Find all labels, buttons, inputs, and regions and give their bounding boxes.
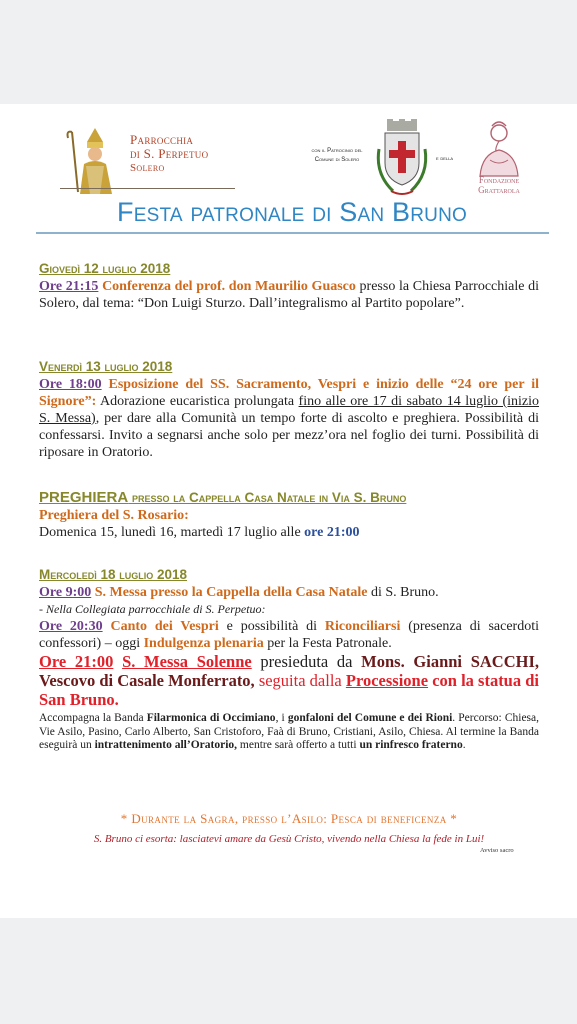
wednesday-text2a: e possibilità di [218, 619, 325, 634]
parish-name-line3: Solero [130, 162, 165, 174]
thursday-event: Conferenza del prof. don Maurilio Guasco [102, 279, 356, 294]
parish-divider [60, 188, 235, 189]
parish-name [130, 133, 208, 175]
band-text-b: , i [275, 712, 288, 724]
friday-event: Esposizione del SS. Sacramento, Vespri e inizio delle “24 ore per il Signore”: [39, 377, 539, 409]
band-text-a: Accompagna la Banda [39, 712, 147, 724]
friday-text [39, 376, 539, 461]
patronage-line1: con il Patrocinio del [311, 148, 363, 154]
friday-details-b: , per dare alla Comunità un tempo forte di ascolto e preghiera. Possibilità di confessarsi. Invito a segnarsi anche solo per mezz’ora nel foglio dei turni. Possibilità di riposare in Oratorio. [39, 411, 539, 460]
band-paragraph [39, 712, 539, 753]
section-friday [39, 358, 539, 461]
wednesday-vespers [39, 618, 539, 652]
wednesday-event2c: Indulgenza plenaria [143, 636, 264, 651]
procession-label: Processione [345, 671, 429, 690]
band-text-e: . [462, 739, 466, 751]
wednesday-text3b: seguita dalla [254, 671, 346, 690]
avviso-label: Avviso sacro [480, 847, 514, 854]
prayer-time: ore 21:00 [304, 525, 360, 540]
wednesday-time3: Ore 21:00 [39, 652, 114, 671]
prayer-text [39, 524, 539, 541]
fondazione-name [466, 176, 532, 195]
wednesday-text1: di S. Bruno. [367, 585, 439, 600]
wednesday-solemn-mass [39, 652, 539, 709]
prayer-subtitle: Preghiera del S. Rosario: [39, 508, 189, 523]
entertainment-label: intrattenimento all’Oratorio, [94, 739, 238, 751]
sagra-banner: * Durante la Sagra, presso l’Asilo: Pesca di beneficenza * [120, 811, 458, 826]
refreshment-label: un rinfresco fraterno [359, 739, 463, 751]
wednesday-heading: Mercoledì 18 luglio 2018 [39, 567, 188, 582]
band-text-d: mentre sarà offerto a tutti [237, 739, 360, 751]
wednesday-note: - Nella Collegiata parrocchiale di S. Perpetuo: [39, 602, 266, 616]
wednesday-event1: S. Messa presso la Cappella della Casa Natale [94, 585, 368, 600]
thursday-time: Ore 21:15 [39, 279, 99, 294]
section-wednesday [39, 566, 539, 753]
portrait-icon [472, 120, 526, 178]
wednesday-text2b: (presenza di sacerdoti confessori) – oggi [39, 619, 539, 651]
section-prayer [39, 489, 539, 541]
section-thursday [39, 260, 539, 312]
page-title: Festa patronale di San Bruno [117, 197, 467, 227]
thursday-details: presso la Chiesa Parrocchiale di Solero, dal tema: “Don Luigi Sturzo. Dall’integralismo al Partito popolare”. [39, 279, 540, 311]
fondazione-line1: Fondazione [478, 175, 520, 185]
bishop-name: Mons. Gianni SACCHI, Vescovo di Casale Monferrato, [39, 652, 539, 690]
patronage-line2: Comune di Solero [314, 157, 360, 163]
friday-heading: Venerdì 13 luglio 2018 [39, 359, 173, 374]
wednesday-mass-morning [39, 584, 539, 601]
and-the-text: e della [436, 156, 454, 162]
municipal-crest [373, 119, 431, 199]
title-underline [36, 232, 549, 234]
prayer-heading-bold: PREGHIERA [39, 489, 129, 506]
wednesday-event2b: Riconciliarsi [324, 619, 401, 634]
wednesday-event2: Canto dei Vespri [110, 619, 219, 634]
wednesday-time1: Ore 9:00 [39, 585, 92, 600]
poster [0, 104, 577, 918]
wednesday-text2c: per la Festa Patronale. [263, 636, 392, 651]
fondazione-line2: Grattarola [478, 184, 520, 195]
wednesday-text3c: con la statua di San Bruno. [39, 671, 539, 709]
patronage-text [297, 147, 377, 165]
thursday-heading: Giovedì 12 luglio 2018 [39, 261, 171, 276]
parish-name-line1: Parrocchia [130, 132, 194, 147]
band-name: Filarmonica di Occimiano [146, 712, 276, 724]
prayer-heading [39, 489, 539, 506]
motto: S. Bruno ci esorta: lasciatevi amare da Gesù Cristo, vivendo nella Chiesa la fede in Lui! [93, 833, 485, 845]
thursday-text [39, 278, 539, 312]
wednesday-time2: Ore 20:30 [39, 619, 103, 634]
band-text-c: . Percorso: Chiesa, Vie Asilo, Pasino, Carlo Alberto, San Cristoforo, Faà di Bruno, Cristiani, Asilo, Chiesa. Al termine la Banda eseguirà un [39, 712, 539, 751]
banners-label: gonfaloni del Comune e dei Rioni [287, 712, 453, 724]
saint-bishop-logo [60, 124, 130, 194]
friday-time: Ore 18:00 [39, 377, 102, 392]
wednesday-event3: S. Messa Solenne [122, 652, 252, 671]
prayer-heading-rest: presso la Cappella Casa Natale in Via S. Bruno [128, 490, 407, 505]
wednesday-text3a: presieduta da [251, 652, 362, 671]
friday-details-a: Adorazione eucaristica prolungata [96, 394, 299, 409]
friday-underlined: fino alle ore 17 di sabato 14 luglio (inizio S. Messa) [39, 394, 539, 426]
prayer-days: Domenica 15, lunedì 16, martedì 17 luglio alle [39, 525, 305, 540]
parish-name-line2: di S. Perpetuo [130, 146, 209, 161]
